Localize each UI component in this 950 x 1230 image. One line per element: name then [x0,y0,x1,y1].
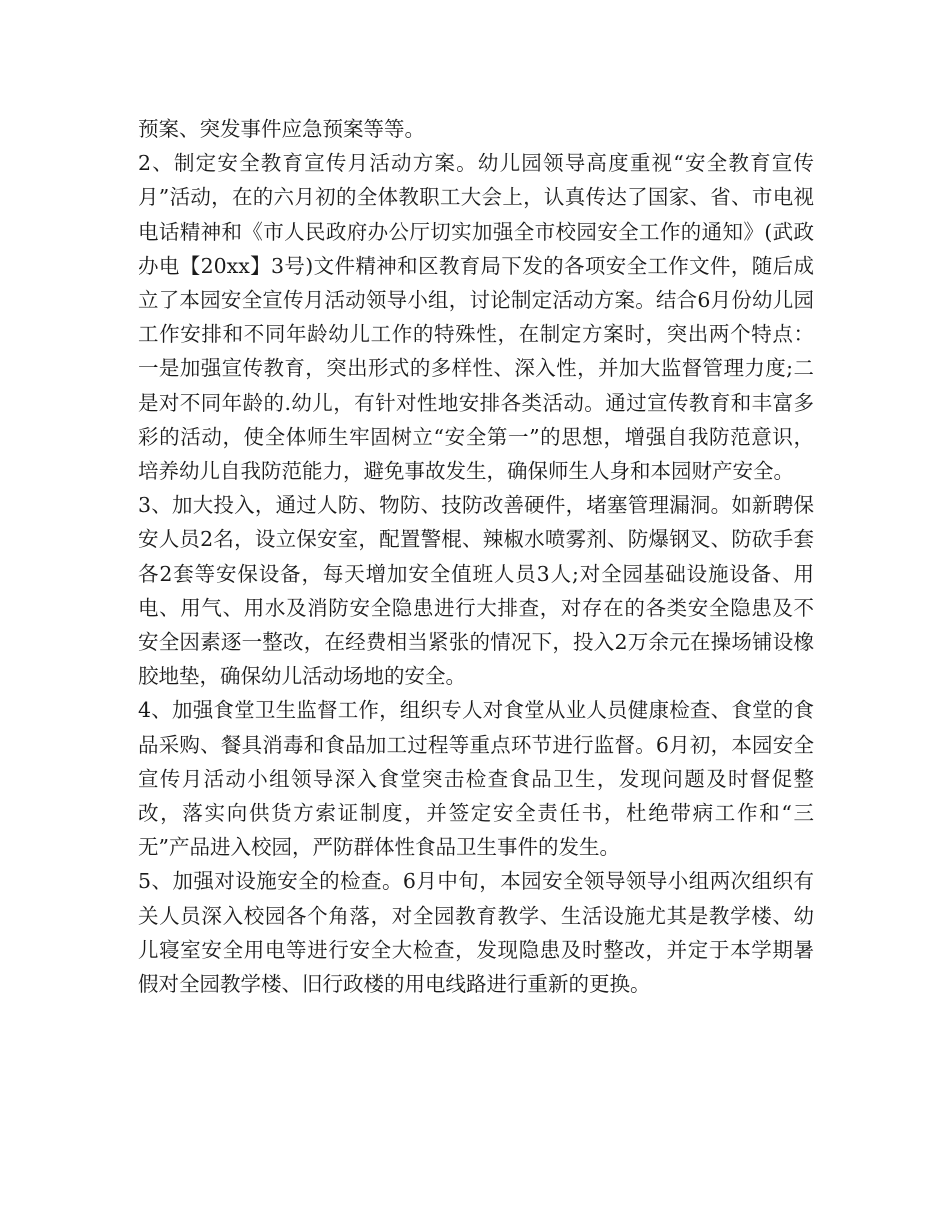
paragraph-item-2: 2、制定安全教育宣传月活动方案。幼儿园领导高度重视“安全教育宣传月”活动，在的六月初的全体教职工大会上，认真传达了国家、省、市电视电话精神和《市人民政府办公厅切实加强全市校园安全工作的通知》(武政办电【20xx】3号)文件精神和区教育局下发的各项安全工作文件，随后成立了本园安全宣传月活动领导小组，讨论制定活动方案。结合6月份幼儿园工作安排和不同年龄幼儿工作的特殊性，在制定方案时，突出两个特点：一是加强宣传教育，突出形式的多样性、深入性，并加大监督管理力度;二是对不同年龄的.幼儿，有针对性地安排各类活动。通过宣传教育和丰富多彩的活动，使全体师生牢固树立“安全第一”的思想，增强自我防范意识，培养幼儿自我防范能力，避免事故发生，确保师生人身和本园财产安全。 [138,151,814,484]
document-body [138,112,814,1001]
paragraph-item-3: 3、加大投入，通过人防、物防、技防改善硬件，堵塞管理漏洞。如新聘保安人员2名，设立保安室，配置警棍、辣椒水喷雾剂、防爆钢叉、防砍手套各2套等安保设备，每天增加安全值班人员3人;对全园基础设施设备、用电、用气、用水及消防安全隐患进行大排查，对存在的各类安全隐患及不安全因素逐一整改，在经费相当紧张的情况下，投入2万余元在操场铺设橡胶地垫，确保幼儿活动场地的安全。 [138,493,814,689]
paragraph-continuation: 预案、突发事件应急预案等等。 [138,117,425,141]
paragraph-item-5: 5、加强对设施安全的检查。6月中旬，本园安全领导领导小组两次组织有关人员深入校园各个角落，对全园教育教学、生活设施尤其是教学楼、幼儿寝室安全用电等进行安全大检查，发现隐患及时整改，并定于本学期暑假对全园教学楼、旧行政楼的用电线路进行重新的更换。 [138,869,814,997]
paragraph-item-4: 4、加强食堂卫生监督工作，组织专人对食堂从业人员健康检查、食堂的食品采购、餐具消毒和食品加工过程等重点环节进行监督。6月初，本园安全宣传月活动小组领导深入食堂突击检查食品卫生，发现问题及时督促整改，落实向供货方索证制度，并签定安全责任书，杜绝带病工作和“三无”产品进入校园，严防群体性食品卫生事件的发生。 [138,698,814,860]
